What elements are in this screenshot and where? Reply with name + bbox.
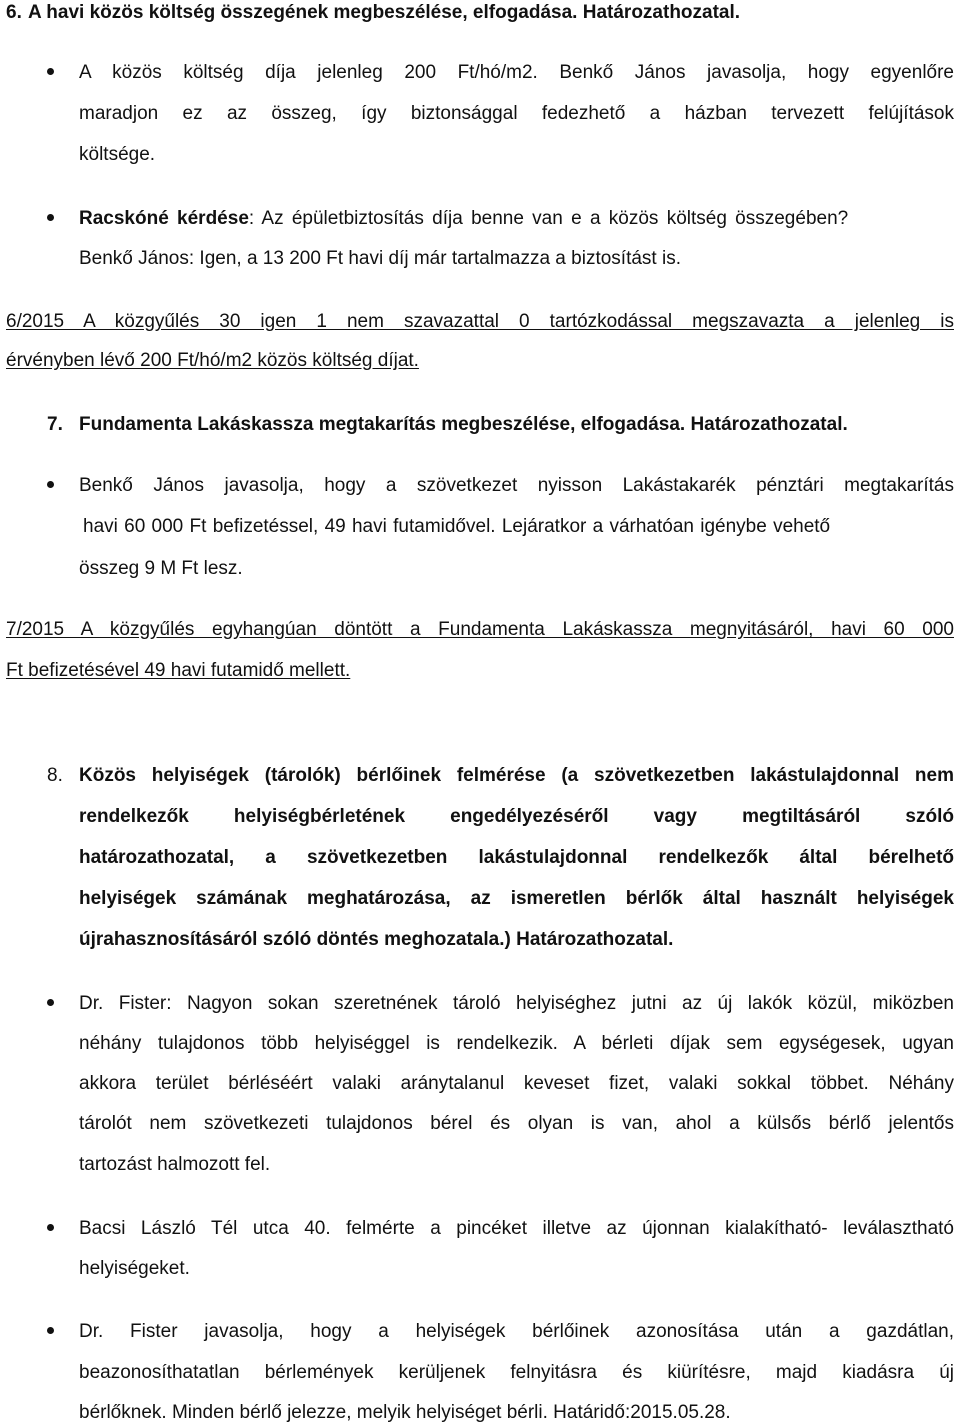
bullet-icon: [47, 481, 54, 488]
section-8-bullet-1-line-3: akkora terület bérléséért valaki aránytalanul keveset fizet, valaki sokkal többet. Néhány: [79, 1073, 954, 1094]
resolution-6-line-1: 6/2015 A közgyűlés 30 igen 1 nem szavazattal 0 tartózkodással megszavazta a jelenleg is: [6, 311, 954, 332]
section-8-bullet-1-line-4: tárolót nem szövetkezeti tulajdonos bérel és olyan is van, ahol a külsős bérlő jelentős: [79, 1113, 954, 1134]
section-6-bullet-2-line-2: Benkő János: Igen, a 13 200 Ft havi díj már tartalmazza a biztosítást is.: [79, 248, 681, 269]
bullet-icon: [47, 214, 54, 221]
section-8-bullet-1-line-2: néhány tulajdonos több helyiséggel is rendelkezik. A bérleti díjak sem egységesek, ugyan: [79, 1033, 954, 1054]
section-8-heading-line-1: Közös helyiségek (tárolók) bérlőinek felmérése (a szövetkezetben lakástulajdonnal nem: [79, 765, 954, 786]
section-6-bullet-1-line-3: költsége.: [79, 144, 156, 165]
section-7-bullet-1-line-2: havi 60 000 Ft befizetéssel, 49 havi futamidővel. Lejáratkor a várhatóan igénybe vehető: [83, 516, 831, 537]
section-7-bullet-1-line-1: Benkő János javasolja, hogy a szövetkezet nyisson Lakástakarék pénztári megtakarítás: [79, 475, 954, 496]
section-6-heading: A havi közös költség összegének megbeszélése, elfogadása. Határozathozatal.: [28, 2, 741, 23]
section-8-bullet-3-line-2: beazonosíthatatlan bérlemények kerüljenek felnyitásra és kiürítésre, majd kiadásra új: [79, 1362, 954, 1383]
section-8-bullet-1-line-5: tartozást halmozott fel.: [79, 1154, 271, 1175]
section-8-number: 8.: [47, 765, 63, 786]
question-author: Racskóné kérdése: [79, 208, 249, 229]
section-8-heading-line-2: rendelkezők helyiségbérletének engedélyezéséről vagy megtiltásáról szóló: [79, 806, 954, 827]
section-6-bullet-1-line-1: A közös költség díja jelenleg 200 Ft/hó/m2. Benkő János javasolja, hogy egyenlőre: [79, 62, 954, 83]
section-8-bullet-2-line-2: helyiségeket.: [79, 1258, 190, 1279]
section-6-bullet-2-line-1: [79, 208, 848, 230]
section-6-bullet-1-line-2: maradjon ez az összeg, így biztonsággal fedezhető a házban tervezett felújítások: [79, 103, 954, 124]
resolution-6-line-2: érvényben lévő 200 Ft/hó/m2 közös költség díjat.: [6, 350, 419, 371]
question-text: : Az épületbiztosítás díja benne van e a közös költség összegében?: [248, 208, 849, 229]
section-8-bullet-3-line-1: Dr. Fister javasolja, hogy a helyiségek bérlőinek azonosítása után a gazdátlan,: [79, 1321, 954, 1342]
bullet-icon: [47, 999, 54, 1006]
section-8-bullet-2-line-1: Bacsi László Tél utca 40. felmérte a pincéket illetve az újonnan kialakítható- leválasztható: [79, 1218, 954, 1239]
section-8-bullet-1-line-1: Dr. Fister: Nagyon sokan szeretnének tároló helyiséghez jutni az új lakók közül, miközben: [79, 993, 954, 1014]
section-8-heading-line-3: határozathozatal, a szövetkezetben lakástulajdonnal rendelkezők által bérelhető: [79, 847, 954, 868]
section-6-number: 6.: [6, 2, 22, 23]
resolution-7-line-1: 7/2015 A közgyűlés egyhangúan döntött a Fundamenta Lakáskassza megnyitásáról, havi 60 000: [6, 619, 954, 640]
section-7-bullet-1-line-3: összeg 9 M Ft lesz.: [79, 558, 243, 579]
bullet-icon: [47, 1327, 54, 1334]
section-8-bullet-3-line-3: bérlőknek. Minden bérlő jelezze, melyik helyiséget bérli. Határidő:2015.05.28.: [79, 1402, 731, 1423]
bullet-icon: [47, 68, 54, 75]
resolution-7-line-2: Ft befizetésével 49 havi futamidő mellett.: [6, 660, 351, 681]
section-8-heading-line-4: helyiségek számának meghatározása, az ismeretlen bérlők által használt helyiségek: [79, 888, 954, 909]
bullet-icon: [47, 1224, 54, 1231]
section-7-heading: Fundamenta Lakáskassza megtakarítás megbeszélése, elfogadása. Határozathozatal.: [79, 414, 848, 435]
section-8-heading-line-5: újrahasznosításáról szóló döntés meghozatala.) Határozathozatal.: [79, 929, 674, 950]
section-7-number: 7.: [47, 414, 63, 435]
